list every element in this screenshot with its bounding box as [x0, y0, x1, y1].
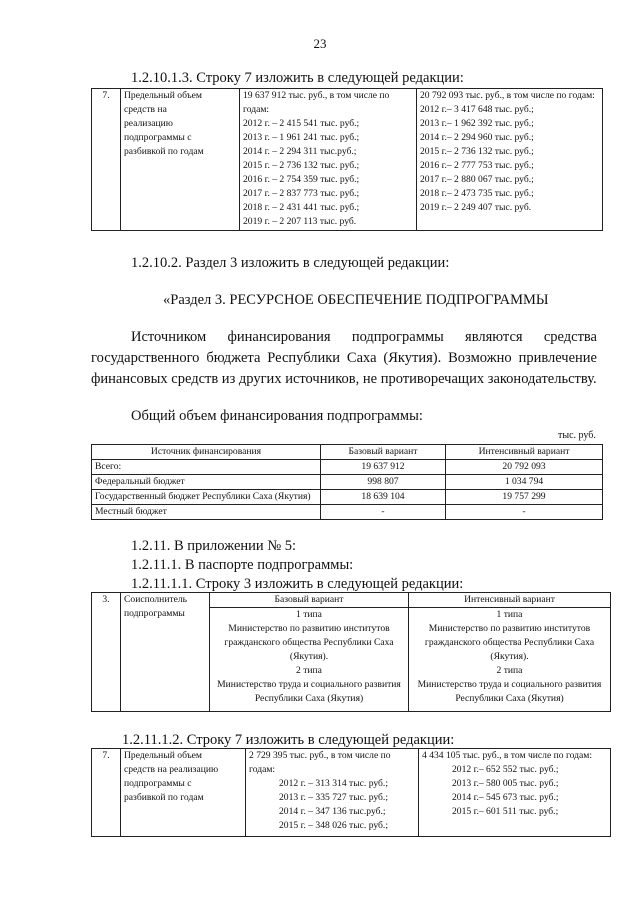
- t3-intensive-variant: 1 типа Министерство по развитию институтов гражданского общества Республики Саха (Якутия). 2 типа Министерство труда и социального развития Республики Саха (Якутия): [409, 608, 611, 712]
- table-row: [92, 475, 603, 490]
- heading-1-2-11-1: 1.2.11.1. В паспорте подпрограммы:: [131, 557, 354, 573]
- t2-cell: Государственный бюджет Республики Саха (Якутия): [92, 490, 321, 505]
- t2-cell: Всего:: [92, 460, 321, 475]
- t2-cell: Местный бюджет: [92, 505, 321, 520]
- t4-intensive-total: 4 434 105 тыс. руб., в том числе по годам:: [422, 750, 593, 761]
- table-row: [92, 460, 603, 475]
- t4-intensive-variant: [419, 749, 611, 837]
- heading-1-2-10-1-3: 1.2.10.1.3. Строку 7 изложить в следующей редакции:: [131, 70, 464, 86]
- table-row7-funding: [91, 88, 603, 231]
- t3-header-intensive: Интенсивный вариант: [409, 593, 611, 608]
- heading-1-2-10-2: 1.2.10.2. Раздел 3 изложить в следующей редакции:: [131, 255, 450, 271]
- t2-header-source: Источник финансирования: [92, 445, 321, 460]
- t4-intensive-years: 2012 г.– 652 552 тыс. руб.; 2013 г.– 580 005 тыс. руб.; 2014 г.– 545 673 тыс. руб.; 2015 г.– 601 511 тыс. руб.;: [452, 764, 559, 817]
- t2-cell: 18 639 104: [321, 490, 446, 505]
- t2-cell: -: [321, 505, 446, 520]
- t3-header-base: Базовый вариант: [210, 593, 409, 608]
- t2-cell: 1 034 794: [446, 475, 603, 490]
- table-row3-coexecutor: [91, 592, 611, 712]
- paragraph-sources: Источником финансирования подпрограммы являются средства государственного бюджета Республики Саха (Якутия). Возможно привлечение финансовых средств из других источников, не противоречащих законодательству.: [91, 329, 597, 387]
- table-row: [92, 505, 603, 520]
- heading-1-2-11: 1.2.11. В приложении № 5:: [131, 538, 297, 554]
- t3-base-variant: 1 типа Министерство по развитию институтов гражданского общества Республики Саха (Якутия). 2 типа Министерство труда и социального развития Республики Саха (Якутия): [210, 608, 409, 712]
- t3-row-label: Соисполнитель подпрограммы: [121, 593, 210, 712]
- section-title: «Раздел 3. РЕСУРСНОЕ ОБЕСПЕЧЕНИЕ ПОДПРОГРАММЫ: [163, 292, 549, 308]
- t4-base-years: 2012 г. – 313 314 тыс. руб.; 2013 г. – 335 727 тыс. руб.; 2014 г. – 347 136 тыс.руб.; 2015 г. – 348 026 тыс. руб.;: [279, 778, 388, 831]
- t2-cell: Федеральный бюджет: [92, 475, 321, 490]
- t2-cell: 20 792 093: [446, 460, 603, 475]
- t2-header-intensive: Интенсивный вариант: [446, 445, 603, 460]
- table-row7-funding-app5: [91, 748, 611, 837]
- t4-row-number: 7.: [92, 749, 121, 837]
- t2-cell: 998 807: [321, 475, 446, 490]
- paragraph-total-volume: Общий объем финансирования подпрограммы:: [131, 408, 423, 424]
- t4-row-label: Предельный объем средств на реализацию подпрограммы с разбивкой по годам: [121, 749, 246, 837]
- t4-base-total: 2 729 395 тыс. руб., в том числе по годам:: [249, 750, 391, 775]
- table-row: [92, 490, 603, 505]
- t1-base-variant: 19 637 912 тыс. руб., в том числе по годам: 2012 г. – 2 415 541 тыс. руб.; 2013 г. – 1 961 241 тыс. руб.; 2014 г. – 2 294 311 тыс.руб.; 2015 г. – 2 736 132 тыс. руб.; 2016 г. – 2 754 359 тыс. руб.; 2017 г. – 2 837 773 тыс. руб.; 2018 г. – 2 431 441 тыс. руб.; 2019 г. – 2 207 113 тыс. руб.: [240, 89, 417, 231]
- page-number: 23: [313, 36, 327, 51]
- t1-row-label: Предельный объем средств на реализацию подпрограммы с разбивкой по годам: [121, 89, 240, 231]
- table-header-row: [92, 445, 603, 460]
- t3-row-number: 3.: [92, 593, 121, 712]
- t2-cell: -: [446, 505, 603, 520]
- heading-1-2-11-1-1: 1.2.11.1.1. Строку 3 изложить в следующей редакции:: [131, 576, 464, 592]
- t1-row-number: 7.: [92, 89, 121, 231]
- t2-cell: 19 757 299: [446, 490, 603, 505]
- t1-intensive-variant: 20 792 093 тыс. руб., в том числе по годам: 2012 г.– 3 417 648 тыс. руб.; 2013 г.– 1 962 392 тыс. руб.; 2014 г.– 2 294 960 тыс. руб.; 2015 г.– 2 736 132 тыс. руб.; 2016 г.– 2 777 753 тыс. руб.; 2017 г.– 2 880 067 тыс. руб.; 2018 г.– 2 473 735 тыс. руб.; 2019 г.– 2 249 407 тыс. руб.: [417, 89, 603, 231]
- heading-1-2-11-1-2: 1.2.11.1.2. Строку 7 изложить в следующей редакции:: [122, 732, 455, 748]
- t2-header-base: Базовый вариант: [321, 445, 446, 460]
- unit-label: тыс. руб.: [558, 430, 596, 441]
- table-funding-sources: [91, 444, 603, 520]
- t2-cell: 19 637 912: [321, 460, 446, 475]
- t4-base-variant: [246, 749, 419, 837]
